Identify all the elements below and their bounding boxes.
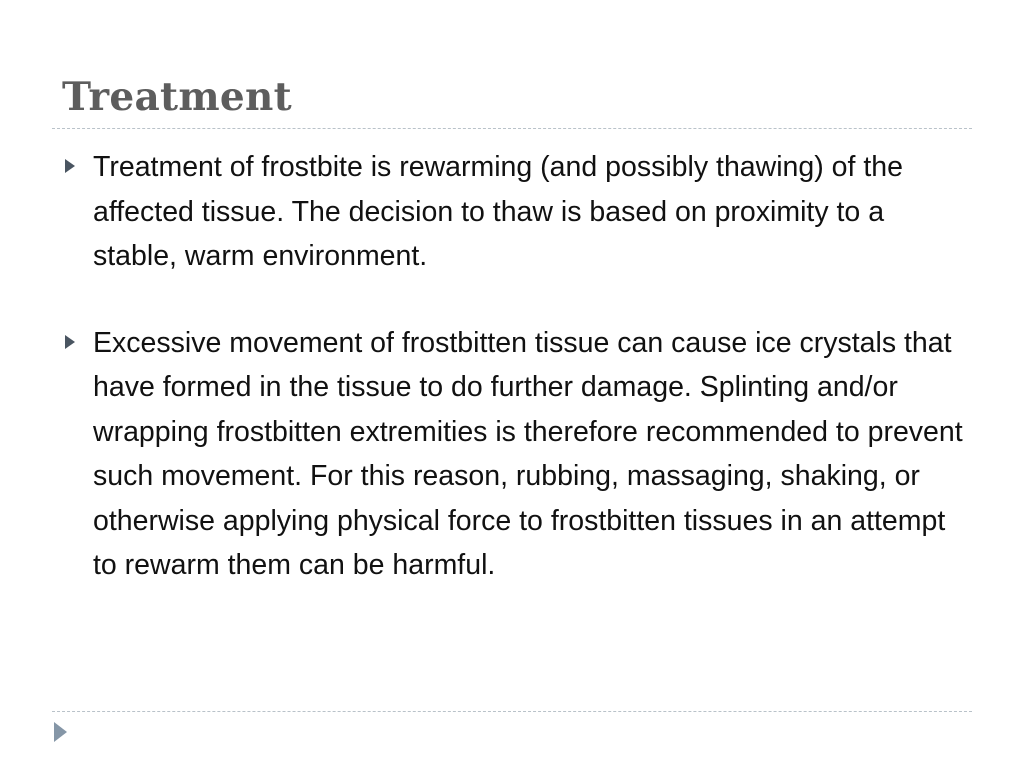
- bullet-item: [60, 145, 970, 279]
- footer-divider: [52, 711, 972, 712]
- title-divider: [52, 128, 972, 129]
- bullet-item: [60, 321, 970, 588]
- bullet-text: Treatment of frostbite is rewarming (and possibly thawing) of the affected tissue. The decision to thaw is based on proximity to a stable, warm environment.: [93, 151, 903, 272]
- next-slide-icon[interactable]: [54, 722, 67, 742]
- triangle-right-icon: [65, 159, 75, 173]
- bullet-list: [60, 145, 970, 588]
- slide-title: Treatment: [62, 74, 292, 120]
- bullet-text: Excessive movement of frostbitten tissue can cause ice crystals that have formed in the tissue to do further damage. Splinting and/or wrapping frostbitten extremities is therefore recommended to prevent such movement. For this reason, rubbing, massaging, shaking, or otherwise applying physical force to frostbitten tissues in an attempt to rewarm them can be harmful.: [93, 326, 963, 581]
- triangle-right-icon: [65, 335, 75, 349]
